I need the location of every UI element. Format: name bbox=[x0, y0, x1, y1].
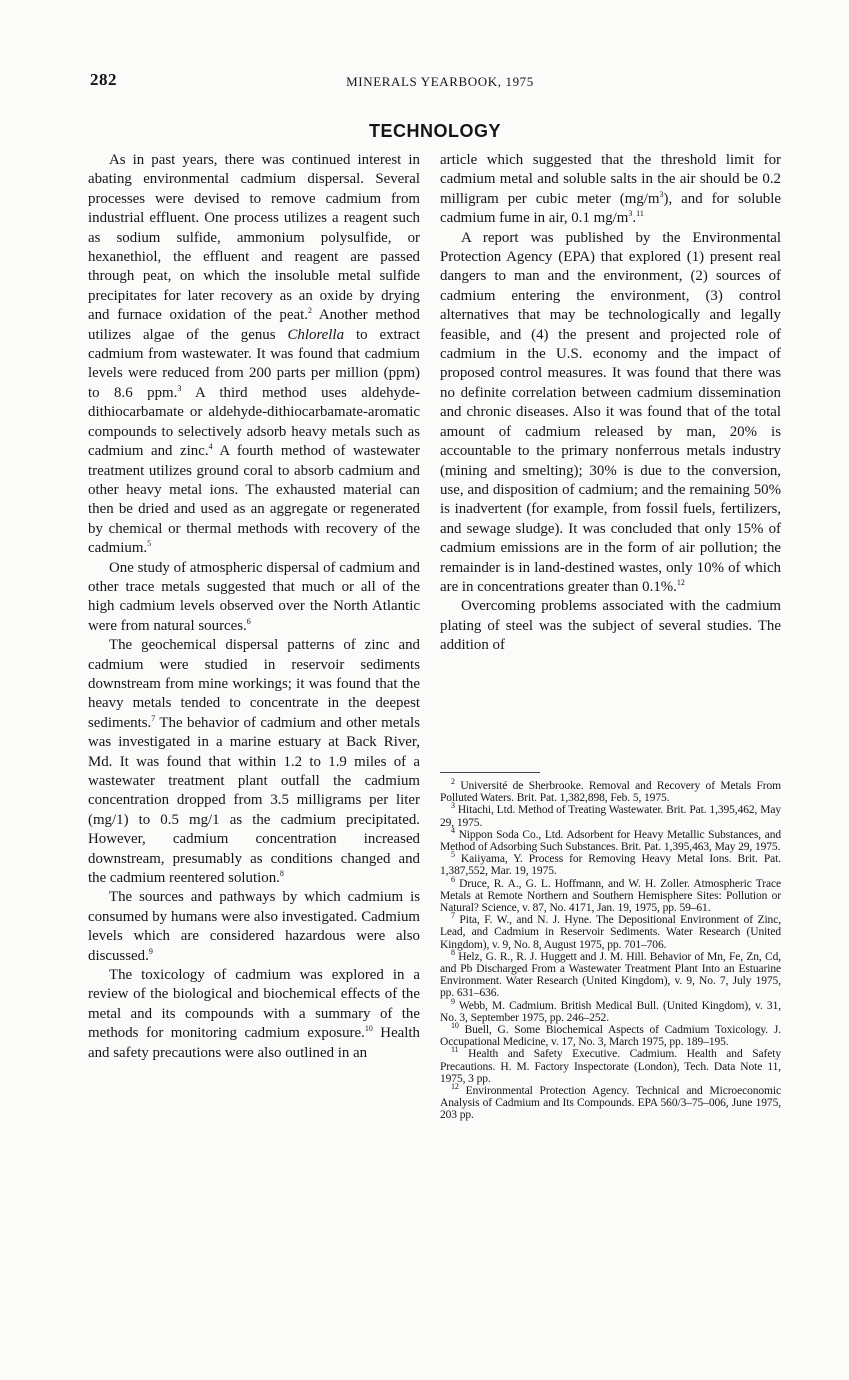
page-number: 282 bbox=[90, 70, 117, 89]
section-title: TECHNOLOGY bbox=[368, 121, 501, 141]
paragraph-effluent-processes: As in past years, there was continued interest in abating environmental cadmium dispersal. Several processes were devised to remove cadmium from industrial effluent. One process utilizes a reagent such as sodium sulfide, ammonium polysulfide, or hexanethiol, the effluent and reagent are passed through peat, on which the insoluble metal sulfide precipitates for later recovery as an oxide by drying and furnace oxidation of the peat.$^2$ Another method utilizes algae of the genus Chlorella to extract cadmium from wastewater. It was found that cadmium levels were reduced from 200 parts per million (ppm) to 8.6 ppm.$^3$ A third method uses aldehyde-dithiocarbamate or aldehyde-dithiocarbamate-aromatic compounds to selectively adsorb heavy metals such as cadmium and zinc.$^4$ A fourth method of wastewater treatment utilizes ground coral to absorb cadmium and other heavy metal ions. The exhausted material can then be dried and used as an aggregate or regenerated by chemical or thermal methods with recovery of the cadmium.$^5$ bbox=[88, 152, 420, 557]
paragraph-threshold-limit: article which suggested that the threshold limit for cadmium metal and soluble salts in the air should be 0.2 milligram per cubic meter $(mg/m^3)$, and for soluble cadmium fume in air, 0.1 $mg/m^3.^{11}$ bbox=[440, 152, 781, 227]
paragraph-toxicology: The toxicology of cadmium was explored in a review of the biological and biochemical effects of the metal and its compounds with a summary of the methods for monitoring cadmium exposure.$^{10}$ Health and safety precautions were also outlined in an bbox=[88, 967, 421, 1061]
footnote: $^5$ Kaiiyama, Y. Process for Removing Heavy Metal Ions. Brit. Pat. 1,387,552, Mar. 19, 1975. bbox=[440, 850, 781, 878]
right-column bbox=[440, 151, 781, 656]
footnote: $^2$ Université de Sherbrooke. Removal and Recovery of Metals From Polluted Waters. Brit. Pat. 1,382,898, Feb. 5, 1975. bbox=[440, 777, 781, 805]
footnote: $^9$ Webb, M. Cadmium. British Medical Bull. (United Kingdom), v. 31, No. 3, September 1975, pp. 246–252. bbox=[440, 996, 781, 1024]
footnotes bbox=[440, 777, 781, 1122]
footnote: $^{12}$ Environmental Protection Agency. Technical and Microeconomic Analysis of Cadmium and Its Compounds. EPA 560/3–75–006, June 1975, 203 pp. bbox=[440, 1082, 781, 1122]
paragraph-geochemical-dispersal: The geochemical dispersal patterns of zinc and cadmium were studied in reservoir sediments downstream from mine workings; it was found that the heavy metals tended to concentrate in the deepest sediments.$^7$ The behavior of cadmium and other metals was investigated in a marine estuary at Back River, Md. It was found that within 1.2 to 1.9 miles of a wastewater treatment plant outfall the cadmium concentration dropped from 3.5 milligrams per liter (mg/1) to 0.5 mg/1 as the cadmium precipitated. However, cadmium concentration increased downstream, presumably as conditions changed and the cadmium reentered solution.$^8$ bbox=[88, 637, 420, 887]
paragraph-atmospheric-dispersal: One study of atmospheric dispersal of cadmium and other trace metals suggested that much or all of the high cadmium levels observed over the North Atlantic were from natural sources.$^6$ bbox=[88, 559, 420, 634]
footnote-rule bbox=[440, 772, 540, 773]
footnote: $^6$ Druce, R. A., G. L. Hoffmann, and W. H. Zoller. Atmospheric Trace Metals at Remote Northern and Southern Hemisphere Sites: Pollution or Natural? Science, v. 87, No. 4171, Jan. 19, 1975, pp. 59–61. bbox=[440, 874, 781, 915]
running-title: MINERALS YEARBOOK, 1975 bbox=[346, 74, 534, 89]
paragraph-epa-report: A report was published by the Environmental Protection Agency (EPA) that explored (1) present real dangers to man and the environment, (2) sources of cadmium entering the environment, (3) control alternatives that may be technologically and legally feasible, and (4) the present and projected role of cadmium in the U.S. economy and the impact of proposed control measures. It was found that there was no definite correlation between cadmium dissemination and chronic diseases. Also it was found that of the total amount of cadmium released by man, 20% is accountable to the primary nonferrous metals industry (mining and smelting); 30% is due to the conversion, use, and disposition of cadmium; and the remaining 50% is inadvertent (for example, from fossil fuels, fertilizers, and sewage sludge). It was concluded that only 15% of cadmium emissions are in the form of air pollution; the remainder is in land-destined wastes, only 10% of which are in concentrations greater than 0.1%.$^{12}$ bbox=[440, 229, 781, 595]
paragraph-human-pathways: The sources and pathways by which cadmium is consumed by humans were also investigated. Cadmium levels which are considered hazardous were also discussed.$^9$ bbox=[88, 889, 420, 964]
footnote: $^3$ Hitachi, Ltd. Method of Treating Wastewater. Brit. Pat. 1,395,462, May 29, 1975. bbox=[440, 801, 781, 829]
footnote: $^4$ Nippon Soda Co., Ltd. Adsorbent for Heavy Metallic Substances, and Method of Adsorbing Such Substances. Brit. Pat. 1,395,463, May 29, 1975. bbox=[440, 825, 781, 854]
footnote: $^8$ Helz, G. R., R. J. Huggett and J. M. Hill. Behavior of Mn, Fe, Zn, Cd, and Pb Discharged From a Wastewater Treatment Plant Into an Estuarine Environment. Water Research (United Kingdom), v. 9, No. 7, July 1975, pp. 631–636. bbox=[440, 948, 781, 1000]
footnote: $^{11}$ Health and Safety Executive. Cadmium. Health and Safety Precautions. H. M. Factory Inspectorate (London), Tech. Data Note 11, 1975, 3 pp. bbox=[440, 1045, 781, 1085]
footnote: $^{10}$ Buell, G. Some Biochemical Aspects of Cadmium Toxicology. J. Occupational Medicine, v. 17, No. 3, March 1975, pp. 189–195. bbox=[440, 1021, 781, 1049]
footnote: $^7$ Pita, F. W., and N. J. Hyne. The Depositional Environment of Zinc, Lead, and Cadmium in Reservoir Sediments. Water Research (United Kingdom), v. 9, No. 8, August 1975, pp. 701–706. bbox=[440, 911, 781, 951]
left-column bbox=[88, 151, 420, 1063]
paragraph-cadmium-plating: Overcoming problems associated with the cadmium plating of steel was the subject of several studies. The addition of bbox=[440, 598, 781, 654]
